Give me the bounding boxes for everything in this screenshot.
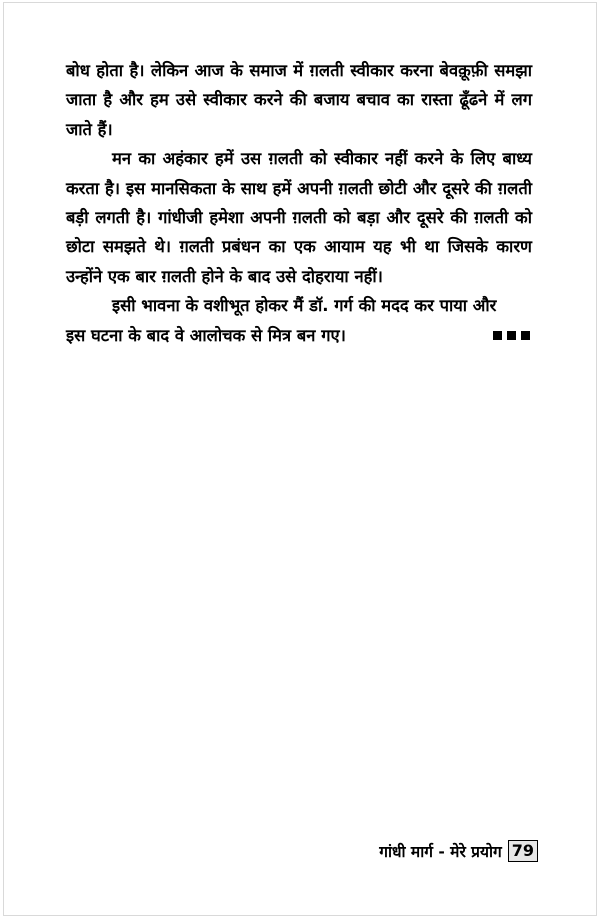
end-square-icon bbox=[493, 331, 502, 340]
paragraph-3-text: इसी भावना के वशीभूत होकर मैं डॉ. गर्ग की मदद कर पाया और bbox=[112, 296, 497, 316]
page-footer bbox=[379, 840, 538, 862]
paragraph-2: मन का अहंकार हमें उस ग़लती को स्वीकार नहीं करने के लिए बाध्य करता है। इस मानसिकता के साथ हमें अपनी ग़लती छोटी और दूसरे की ग़लती बड़ी लगती है। गांधीजी हमेशा अपनी ग़लती को बड़ा और दूसरे की ग़लती को छोटा समझते थे। ग़लती प्रबंधन का एक आयाम यह भी था जिसके कारण उन्होंने एक बार ग़लती होने के बाद उसे दोहराया नहीं। bbox=[66, 149, 532, 286]
section-end-marks bbox=[493, 331, 530, 340]
paragraph-3-last-line-text: इस घटना के बाद वे आलोचक से मित्र बन गए। bbox=[66, 325, 346, 345]
page-number: 79 bbox=[508, 840, 538, 862]
paragraph-3-last-line bbox=[66, 321, 532, 350]
paragraph-3 bbox=[66, 291, 532, 320]
paragraph-1: बोध होता है। लेकिन आज के समाज में ग़लती स्वीकार करना बेवक़ूफ़ी समझा जाता है और हम उसे स्वीकार करने की बजाय बचाव का रास्ता ढूँढने में लग जाते हैं। bbox=[66, 61, 532, 139]
end-square-icon bbox=[521, 331, 530, 340]
book-title: गांधी मार्ग - मेरे प्रयोग bbox=[379, 843, 502, 861]
body-text bbox=[66, 56, 532, 350]
end-square-icon bbox=[507, 331, 516, 340]
